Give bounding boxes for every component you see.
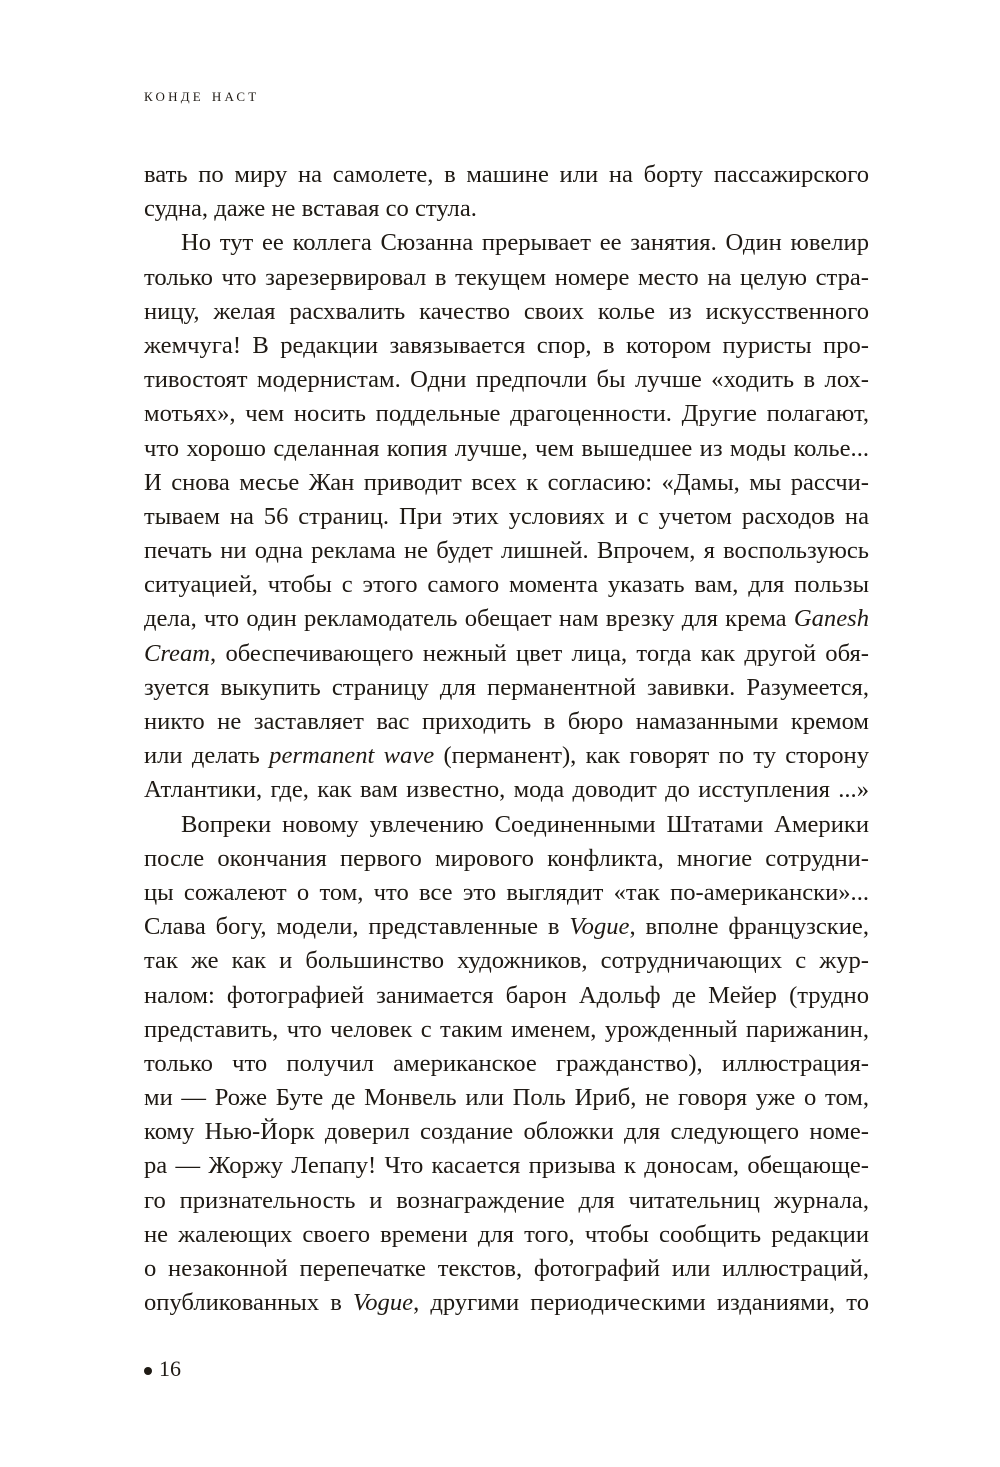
text-run: Но тут ее коллега Сюзанна прерывает ее занятия. Один ювелир: [181, 229, 869, 257]
text-line: [144, 1081, 869, 1115]
text-run: только что зарезервировал в текущем номере место на целую стра-: [144, 263, 869, 291]
text-run: тываем на 56 страниц. При этих условиях и с учетом расходов на: [144, 502, 869, 530]
text-line: [144, 1047, 869, 1081]
text-run: жемчуга! В редакции завязывается спор, в котором пуристы про-: [144, 331, 869, 359]
text-run: тивостоят модернистам. Одни предпочли бы лучше «ходить в лох-: [144, 366, 869, 394]
text-line: [144, 261, 869, 295]
text-line: [144, 466, 869, 500]
running-head: конде наст: [144, 85, 260, 106]
text-line: [144, 295, 869, 329]
text-line: [144, 432, 869, 466]
page-number: 16: [159, 1356, 181, 1381]
text-run: ми — Роже Буте де Монвель или Поль Ириб, не говоря уже о том,: [144, 1084, 869, 1112]
text-line: [144, 192, 869, 226]
text-run: опубликованных в: [144, 1289, 353, 1317]
body-text: [144, 158, 869, 1320]
text-run: го признательность и вознаграждение для читательниц журнала,: [144, 1186, 869, 1214]
text-line: [144, 568, 869, 602]
text-run: Атлантики, где, как вам известно, мода доводит до исступления ...»: [144, 776, 869, 804]
italic-term: permanent wave: [269, 742, 435, 770]
text-line: [144, 808, 869, 842]
text-run: так же как и большинство художников, сотрудничающих с жур-: [144, 947, 869, 975]
text-run: , другими периодическими изданиями, то: [413, 1289, 869, 1317]
text-line: [144, 1218, 869, 1252]
text-run: только что получил американское гражданство), иллюстрация-: [144, 1049, 869, 1077]
text-run: кому Нью-Йорк доверил создание обложки для следующего номе-: [144, 1118, 869, 1146]
text-line: [144, 842, 869, 876]
text-run: Вопреки новому увлечению Соединенными Штатами Америки: [181, 810, 869, 838]
page-folio: [144, 1356, 181, 1382]
text-run: цы сожалеют о том, что все это выглядит «так по-американски»...: [144, 878, 869, 906]
text-line: [144, 329, 869, 363]
text-line: [144, 158, 869, 192]
italic-term: Vogue: [569, 913, 630, 941]
text-run: о незаконной перепечатке текстов, фотографий или иллюстраций,: [144, 1255, 869, 1282]
bullet-icon: [144, 1367, 152, 1375]
text-line: [144, 773, 869, 807]
text-line: [144, 876, 869, 910]
text-run: , обеспечивающего нежный цвет лица, тогда как другой обя-: [210, 639, 869, 667]
text-line: [144, 602, 869, 636]
text-run: И снова месье Жан приводит всех к согласию: «Дамы, мы рассчи-: [144, 468, 869, 496]
italic-term: Vogue: [352, 1289, 414, 1317]
text-run: Слава богу, модели, представленные в: [144, 913, 570, 941]
text-line: [144, 1013, 869, 1047]
text-run: налом: фотографией занимается барон Адольф де Мейер (трудно: [144, 981, 869, 1009]
italic-term: Ganesh: [793, 605, 869, 633]
text-line: [144, 1184, 869, 1218]
text-run: зуется выкупить страницу для перманентной завивки. Разумеется,: [144, 673, 869, 701]
text-line: [144, 1286, 869, 1320]
text-line: [144, 1149, 869, 1183]
text-line: [144, 705, 869, 739]
text-line: [144, 910, 869, 944]
text-run: что хорошо сделанная копия лучше, чем вышедшее из моды колье...: [144, 434, 869, 462]
text-run: никто не заставляет вас приходить в бюро намазанными кремом: [144, 708, 869, 735]
text-run: дела, что один рекламодатель обещает нам врезку для крема: [144, 605, 794, 633]
text-line: [144, 739, 869, 773]
text-line: [144, 226, 869, 260]
text-line: [144, 1115, 869, 1149]
text-run: ситуацией, чтобы с этого самого момента указать вам, для пользы: [144, 571, 869, 599]
text-run: ра — Жоржу Лепапу! Что касается призыва к доносам, обещающе-: [144, 1152, 869, 1180]
text-line: [144, 979, 869, 1013]
text-line: [144, 363, 869, 397]
text-run: , вполне французские,: [629, 913, 869, 941]
text-run: не жалеющих своего времени для того, чтобы сообщить редакции: [144, 1220, 869, 1248]
text-line: [144, 637, 869, 671]
text-line: [144, 1252, 869, 1286]
text-run: или делать: [144, 742, 270, 770]
text-run: после окончания первого мирового конфликта, многие сотрудни-: [144, 844, 869, 872]
text-run: вать по миру на самолете, в машине или на борту пассажирского: [144, 161, 869, 188]
text-run: представить, что человек с таким именем, урожденный парижанин,: [144, 1015, 869, 1043]
text-run: (перманент), как говорят по ту сторону: [434, 742, 869, 770]
text-run: судна, даже не вставая со стула.: [144, 195, 477, 223]
text-run: ницу, желая расхвалить качество своих колье из искусственного: [144, 297, 869, 325]
italic-term: Cream: [144, 639, 211, 667]
text-line: [144, 500, 869, 534]
text-run: печать ни одна реклама не будет лишней. Впрочем, я воспользуюсь: [144, 537, 869, 565]
text-line: [144, 671, 869, 705]
text-line: [144, 397, 869, 431]
text-line: [144, 534, 869, 568]
text-run: мотьях», чем носить поддельные драгоценности. Другие полагают,: [144, 400, 869, 428]
text-line: [144, 944, 869, 978]
